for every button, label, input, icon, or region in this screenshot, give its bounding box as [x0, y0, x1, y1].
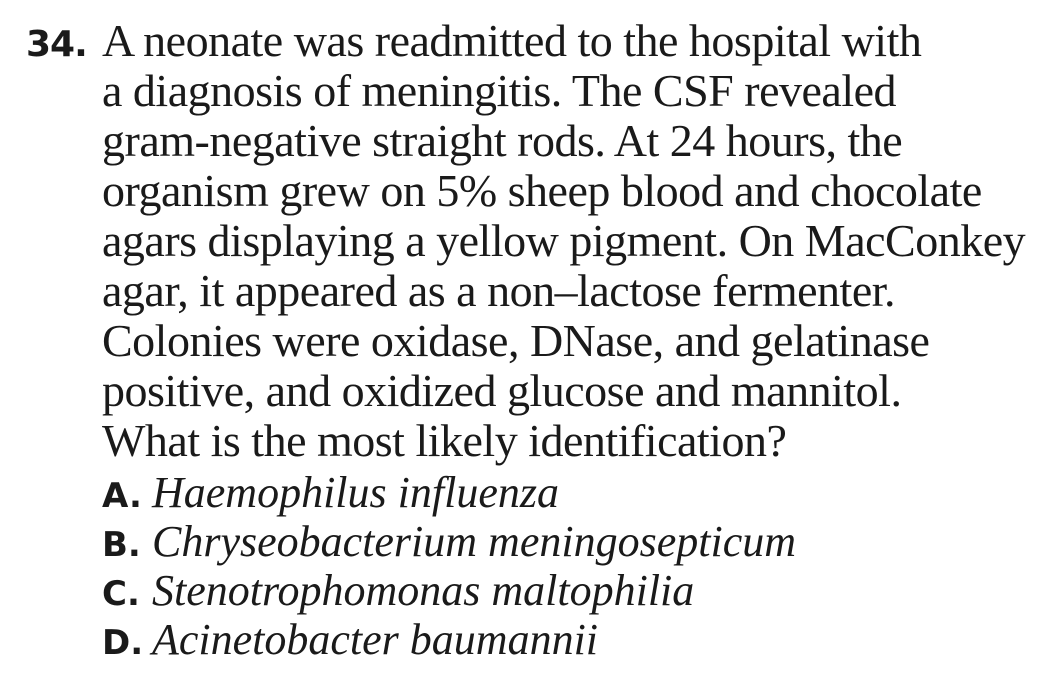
stem-line: organism grew on 5% sheep blood and chocolate	[102, 165, 982, 216]
stem-line: What is the most likely identification?	[102, 415, 787, 466]
option-text: Chryseobacterium meningosepticum	[152, 517, 796, 566]
stem-line: Colonies were oxidase, DNase, and gelatinase	[102, 315, 930, 366]
stem-line: gram-negative straight rods. At 24 hours, the	[102, 115, 903, 166]
option-text: Haemophilus influenza	[152, 468, 559, 517]
option-d[interactable]	[102, 615, 796, 664]
stem-line: agar, it appeared as a non–lactose fermenter.	[102, 265, 896, 316]
option-letter: D.	[102, 623, 144, 663]
answer-options	[102, 468, 796, 664]
option-text: Stenotrophomonas maltophilia	[152, 566, 695, 615]
option-b[interactable]	[102, 517, 796, 566]
option-letter: A.	[102, 476, 142, 516]
question-stem	[102, 16, 1052, 466]
option-a[interactable]	[102, 468, 796, 517]
option-letter: C.	[102, 574, 140, 614]
stem-line: a diagnosis of meningitis. The CSF revealed	[102, 65, 897, 116]
stem-line: A neonate was readmitted to the hospital with	[102, 15, 922, 66]
question-number: 34.	[26, 24, 87, 65]
option-letter: B.	[102, 525, 141, 565]
stem-line: agars displaying a yellow pigment. On MacConkey	[102, 215, 1026, 266]
option-c[interactable]	[102, 566, 796, 615]
stem-line: positive, and oxidized glucose and mannitol.	[102, 365, 902, 416]
option-text: Acinetobacter baumannii	[152, 615, 599, 664]
